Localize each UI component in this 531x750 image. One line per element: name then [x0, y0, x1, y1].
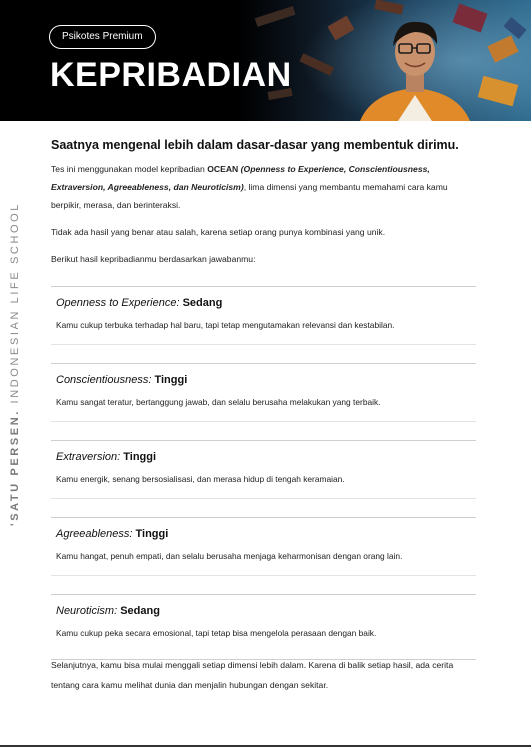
intro-paragraph-note: Tidak ada hasil yang benar atau salah, karena setiap orang punya kombinasi yang unik. — [51, 227, 386, 237]
divider — [51, 575, 476, 576]
trait-level: Tinggi — [123, 451, 157, 463]
trait-description: Kamu energik, senang bersosialisasi, dan merasa hidup di tengah keramaian. — [56, 474, 345, 484]
trait-description: Kamu sangat teratur, bertanggung jawab, dan selalu berusaha melakukan yang terbaik. — [56, 397, 381, 407]
trait-level: Tinggi — [135, 528, 169, 540]
trait-title: Conscientiousness: Tinggi — [56, 374, 188, 386]
trait-openness — [51, 286, 476, 363]
trait-agreeableness — [51, 517, 476, 594]
trait-title: Neuroticism: Sedang — [56, 605, 160, 617]
brand-tagline: INDONESIAN LIFE SCHOOL — [9, 201, 21, 404]
footer-divider — [0, 745, 531, 747]
intro-headline: Saatnya mengenal lebih dalam dasar-dasar yang membentuk dirimu. — [51, 138, 459, 152]
brand-logo-text: 'SATU PERSEN. — [9, 409, 21, 526]
trait-description: Kamu cukup peka secara emosional, tapi tetap bisa mengelola perasaan dengan baik. — [56, 628, 377, 638]
sidebar-brand — [5, 201, 25, 526]
intro-paragraph-lead: Berikut hasil kepribadianmu berdasarkan jawabanmu: — [51, 254, 256, 264]
closing-paragraph: Selanjutnya, kamu bisa mulai menggali setiap dimensi lebih dalam. Karena di balik setiap hasil, ada cerita tentang cara kamu melihat dunia dan menjalin hubungan dengan sekitar. — [51, 660, 454, 690]
trait-description: Kamu cukup terbuka terhadap hal baru, tapi tetap mengutamakan relevansi dan kestabilan. — [56, 320, 395, 330]
main-content — [51, 138, 476, 660]
trait-title: Agreeableness: Tinggi — [56, 528, 169, 540]
divider — [51, 344, 476, 345]
trait-level: Sedang — [182, 297, 223, 309]
hero-banner — [0, 0, 531, 121]
trait-level: Sedang — [120, 605, 160, 617]
trait-title: Openness to Experience: Sedang — [56, 297, 223, 309]
divider — [51, 421, 476, 422]
intro-paragraph-ocean: Tes ini menggunakan model kepribadian OCEAN (Openness to Experience, Conscientiousness, Extraversion, Agreeableness, dan Neuroticism), lima dimensi yang membantu memahami cara kamu berpikir, merasa, dan berinteraksi. — [51, 164, 448, 210]
trait-list — [51, 286, 476, 660]
trait-extraversion — [51, 440, 476, 517]
trait-level: Tinggi — [154, 374, 188, 386]
trait-description: Kamu hangat, penuh empati, dan selalu berusaha menjaga keharmonisan dengan orang lain. — [56, 551, 403, 561]
trait-title: Extraversion: Tinggi — [56, 451, 157, 463]
divider — [51, 498, 476, 499]
category-badge: Psikotes Premium — [49, 25, 156, 49]
page-title: KEPRIBADIAN — [50, 56, 292, 94]
trait-conscientiousness — [51, 363, 476, 440]
trait-neuroticism — [51, 594, 476, 660]
